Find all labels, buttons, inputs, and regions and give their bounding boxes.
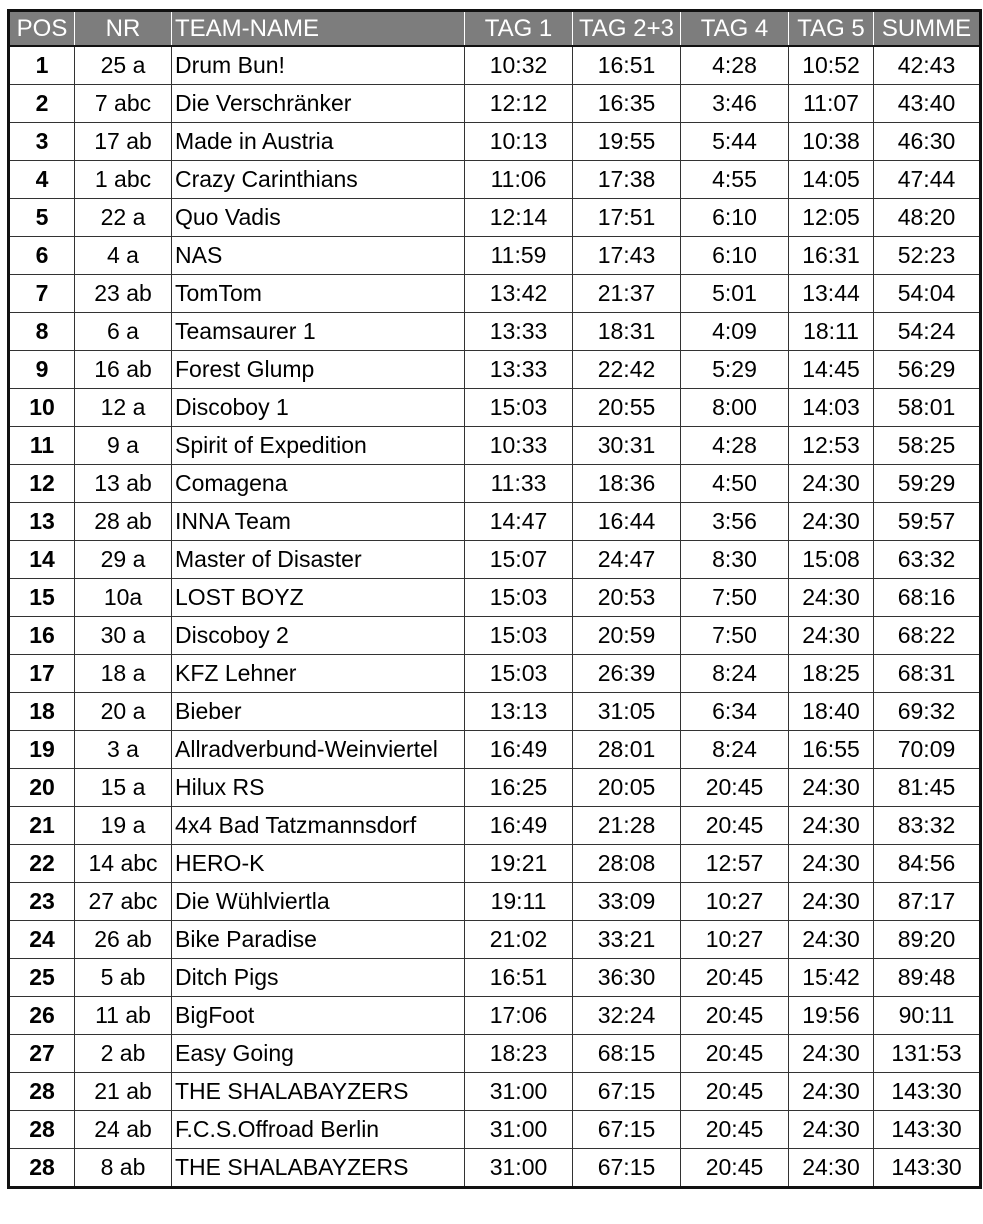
cell-pos: 9 xyxy=(9,351,75,389)
cell-team-name: Made in Austria xyxy=(172,123,465,161)
table-row xyxy=(9,85,981,123)
cell-pos: 7 xyxy=(9,275,75,313)
cell-tag-4: 5:29 xyxy=(681,351,789,389)
cell-tag-5: 24:30 xyxy=(789,617,874,655)
cell-summe: 68:16 xyxy=(874,579,981,617)
cell-pos: 3 xyxy=(9,123,75,161)
cell-tag-1: 12:12 xyxy=(465,85,573,123)
cell-tag-2-3: 18:31 xyxy=(573,313,681,351)
cell-tag-1: 16:25 xyxy=(465,769,573,807)
table-row xyxy=(9,1073,981,1111)
cell-tag-1: 13:33 xyxy=(465,351,573,389)
cell-pos: 18 xyxy=(9,693,75,731)
cell-summe: 131:53 xyxy=(874,1035,981,1073)
cell-tag-5: 12:53 xyxy=(789,427,874,465)
cell-tag-1: 11:06 xyxy=(465,161,573,199)
cell-tag-5: 15:42 xyxy=(789,959,874,997)
cell-tag-1: 11:59 xyxy=(465,237,573,275)
cell-tag-4: 20:45 xyxy=(681,997,789,1035)
cell-tag-2-3: 26:39 xyxy=(573,655,681,693)
cell-nr: 16 ab xyxy=(75,351,172,389)
cell-pos: 28 xyxy=(9,1149,75,1188)
cell-summe: 59:29 xyxy=(874,465,981,503)
cell-nr: 10a xyxy=(75,579,172,617)
cell-tag-5: 15:08 xyxy=(789,541,874,579)
cell-tag-4: 6:34 xyxy=(681,693,789,731)
cell-tag-2-3: 20:59 xyxy=(573,617,681,655)
cell-summe: 68:22 xyxy=(874,617,981,655)
cell-tag-1: 11:33 xyxy=(465,465,573,503)
cell-pos: 15 xyxy=(9,579,75,617)
cell-pos: 17 xyxy=(9,655,75,693)
cell-tag-5: 14:05 xyxy=(789,161,874,199)
table-row xyxy=(9,921,981,959)
cell-team-name: THE SHALABAYZERS xyxy=(172,1149,465,1188)
cell-tag-2-3: 22:42 xyxy=(573,351,681,389)
cell-pos: 27 xyxy=(9,1035,75,1073)
cell-team-name: Teamsaurer 1 xyxy=(172,313,465,351)
cell-tag-2-3: 16:35 xyxy=(573,85,681,123)
cell-tag-2-3: 67:15 xyxy=(573,1111,681,1149)
cell-team-name: Forest Glump xyxy=(172,351,465,389)
cell-summe: 89:48 xyxy=(874,959,981,997)
table-row xyxy=(9,123,981,161)
cell-pos: 6 xyxy=(9,237,75,275)
cell-pos: 4 xyxy=(9,161,75,199)
cell-tag-4: 10:27 xyxy=(681,883,789,921)
cell-nr: 4 a xyxy=(75,237,172,275)
cell-tag-1: 31:00 xyxy=(465,1073,573,1111)
cell-pos: 14 xyxy=(9,541,75,579)
cell-nr: 15 a xyxy=(75,769,172,807)
cell-nr: 13 ab xyxy=(75,465,172,503)
cell-pos: 19 xyxy=(9,731,75,769)
cell-summe: 143:30 xyxy=(874,1111,981,1149)
cell-team-name: Crazy Carinthians xyxy=(172,161,465,199)
cell-tag-4: 4:55 xyxy=(681,161,789,199)
table-row xyxy=(9,351,981,389)
cell-tag-5: 14:03 xyxy=(789,389,874,427)
cell-tag-2-3: 33:09 xyxy=(573,883,681,921)
cell-summe: 68:31 xyxy=(874,655,981,693)
header-tag-1: TAG 1 xyxy=(465,11,573,47)
cell-nr: 24 ab xyxy=(75,1111,172,1149)
cell-summe: 58:01 xyxy=(874,389,981,427)
table-row xyxy=(9,883,981,921)
cell-summe: 58:25 xyxy=(874,427,981,465)
cell-pos: 23 xyxy=(9,883,75,921)
cell-tag-4: 4:50 xyxy=(681,465,789,503)
cell-summe: 46:30 xyxy=(874,123,981,161)
cell-tag-4: 20:45 xyxy=(681,1035,789,1073)
cell-tag-4: 20:45 xyxy=(681,959,789,997)
table-row xyxy=(9,579,981,617)
cell-tag-1: 10:32 xyxy=(465,46,573,85)
table-row xyxy=(9,655,981,693)
cell-team-name: HERO-K xyxy=(172,845,465,883)
header-pos: POS xyxy=(9,11,75,47)
cell-tag-1: 14:47 xyxy=(465,503,573,541)
cell-team-name: Discoboy 2 xyxy=(172,617,465,655)
cell-summe: 90:11 xyxy=(874,997,981,1035)
cell-tag-5: 16:55 xyxy=(789,731,874,769)
table-row xyxy=(9,389,981,427)
cell-team-name: Quo Vadis xyxy=(172,199,465,237)
cell-pos: 28 xyxy=(9,1073,75,1111)
cell-tag-4: 3:46 xyxy=(681,85,789,123)
cell-tag-1: 13:42 xyxy=(465,275,573,313)
cell-summe: 56:29 xyxy=(874,351,981,389)
cell-tag-4: 6:10 xyxy=(681,237,789,275)
cell-tag-1: 19:11 xyxy=(465,883,573,921)
cell-tag-2-3: 19:55 xyxy=(573,123,681,161)
cell-tag-4: 7:50 xyxy=(681,617,789,655)
cell-tag-4: 5:44 xyxy=(681,123,789,161)
cell-tag-2-3: 21:37 xyxy=(573,275,681,313)
cell-tag-5: 24:30 xyxy=(789,1149,874,1188)
cell-team-name: F.C.S.Offroad Berlin xyxy=(172,1111,465,1149)
cell-tag-5: 24:30 xyxy=(789,1073,874,1111)
cell-team-name: THE SHALABAYZERS xyxy=(172,1073,465,1111)
cell-pos: 5 xyxy=(9,199,75,237)
cell-nr: 8 ab xyxy=(75,1149,172,1188)
table-row xyxy=(9,617,981,655)
cell-tag-5: 18:25 xyxy=(789,655,874,693)
cell-nr: 19 a xyxy=(75,807,172,845)
header-tag-2-3: TAG 2+3 xyxy=(573,11,681,47)
cell-summe: 54:24 xyxy=(874,313,981,351)
cell-nr: 26 ab xyxy=(75,921,172,959)
cell-pos: 20 xyxy=(9,769,75,807)
table-row xyxy=(9,465,981,503)
table-row xyxy=(9,275,981,313)
cell-tag-5: 14:45 xyxy=(789,351,874,389)
results-table-container xyxy=(7,9,982,1189)
cell-tag-2-3: 16:51 xyxy=(573,46,681,85)
cell-pos: 28 xyxy=(9,1111,75,1149)
table-row xyxy=(9,769,981,807)
cell-summe: 70:09 xyxy=(874,731,981,769)
cell-tag-5: 10:38 xyxy=(789,123,874,161)
cell-team-name: Die Wühlviertla xyxy=(172,883,465,921)
cell-tag-1: 13:13 xyxy=(465,693,573,731)
cell-team-name: 4x4 Bad Tatzmannsdorf xyxy=(172,807,465,845)
cell-tag-2-3: 17:51 xyxy=(573,199,681,237)
cell-tag-5: 24:30 xyxy=(789,921,874,959)
cell-tag-2-3: 20:05 xyxy=(573,769,681,807)
cell-tag-1: 10:33 xyxy=(465,427,573,465)
cell-tag-4: 8:00 xyxy=(681,389,789,427)
cell-tag-1: 31:00 xyxy=(465,1111,573,1149)
cell-nr: 2 ab xyxy=(75,1035,172,1073)
cell-tag-4: 3:56 xyxy=(681,503,789,541)
cell-tag-2-3: 17:38 xyxy=(573,161,681,199)
cell-tag-2-3: 67:15 xyxy=(573,1073,681,1111)
header-tag-4: TAG 4 xyxy=(681,11,789,47)
cell-tag-5: 24:30 xyxy=(789,1111,874,1149)
cell-tag-5: 24:30 xyxy=(789,1035,874,1073)
cell-nr: 11 ab xyxy=(75,997,172,1035)
cell-tag-1: 12:14 xyxy=(465,199,573,237)
cell-tag-5: 18:40 xyxy=(789,693,874,731)
cell-pos: 8 xyxy=(9,313,75,351)
table-row xyxy=(9,845,981,883)
cell-tag-4: 12:57 xyxy=(681,845,789,883)
cell-tag-4: 20:45 xyxy=(681,1073,789,1111)
cell-nr: 5 ab xyxy=(75,959,172,997)
cell-tag-5: 19:56 xyxy=(789,997,874,1035)
cell-summe: 143:30 xyxy=(874,1073,981,1111)
cell-team-name: Easy Going xyxy=(172,1035,465,1073)
cell-tag-1: 15:03 xyxy=(465,579,573,617)
cell-pos: 22 xyxy=(9,845,75,883)
cell-nr: 21 ab xyxy=(75,1073,172,1111)
cell-tag-2-3: 30:31 xyxy=(573,427,681,465)
cell-nr: 28 ab xyxy=(75,503,172,541)
cell-nr: 9 a xyxy=(75,427,172,465)
cell-pos: 12 xyxy=(9,465,75,503)
cell-nr: 3 a xyxy=(75,731,172,769)
cell-tag-4: 8:24 xyxy=(681,655,789,693)
cell-team-name: Master of Disaster xyxy=(172,541,465,579)
table-row xyxy=(9,427,981,465)
cell-nr: 20 a xyxy=(75,693,172,731)
header-team-name: TEAM-NAME xyxy=(172,11,465,47)
cell-team-name: LOST BOYZ xyxy=(172,579,465,617)
table-row xyxy=(9,503,981,541)
cell-nr: 29 a xyxy=(75,541,172,579)
cell-summe: 54:04 xyxy=(874,275,981,313)
cell-tag-1: 16:49 xyxy=(465,807,573,845)
cell-pos: 2 xyxy=(9,85,75,123)
cell-tag-5: 13:44 xyxy=(789,275,874,313)
header-nr: NR xyxy=(75,11,172,47)
cell-tag-5: 24:30 xyxy=(789,769,874,807)
cell-tag-1: 13:33 xyxy=(465,313,573,351)
cell-tag-5: 10:52 xyxy=(789,46,874,85)
cell-team-name: Drum Bun! xyxy=(172,46,465,85)
cell-summe: 59:57 xyxy=(874,503,981,541)
cell-pos: 24 xyxy=(9,921,75,959)
cell-summe: 52:23 xyxy=(874,237,981,275)
cell-tag-2-3: 18:36 xyxy=(573,465,681,503)
cell-summe: 48:20 xyxy=(874,199,981,237)
header-row xyxy=(9,11,981,47)
cell-nr: 6 a xyxy=(75,313,172,351)
cell-team-name: Bieber xyxy=(172,693,465,731)
cell-tag-2-3: 36:30 xyxy=(573,959,681,997)
cell-tag-5: 24:30 xyxy=(789,883,874,921)
cell-team-name: Bike Paradise xyxy=(172,921,465,959)
cell-tag-5: 24:30 xyxy=(789,503,874,541)
cell-summe: 143:30 xyxy=(874,1149,981,1188)
cell-summe: 43:40 xyxy=(874,85,981,123)
cell-team-name: KFZ Lehner xyxy=(172,655,465,693)
cell-tag-2-3: 24:47 xyxy=(573,541,681,579)
cell-pos: 1 xyxy=(9,46,75,85)
cell-tag-4: 20:45 xyxy=(681,807,789,845)
cell-tag-4: 8:24 xyxy=(681,731,789,769)
cell-tag-1: 15:07 xyxy=(465,541,573,579)
cell-tag-4: 20:45 xyxy=(681,769,789,807)
cell-tag-5: 24:30 xyxy=(789,845,874,883)
cell-tag-5: 18:11 xyxy=(789,313,874,351)
cell-tag-1: 16:49 xyxy=(465,731,573,769)
cell-tag-4: 5:01 xyxy=(681,275,789,313)
cell-nr: 7 abc xyxy=(75,85,172,123)
header-summe: SUMME xyxy=(874,11,981,47)
table-row xyxy=(9,693,981,731)
cell-tag-4: 4:09 xyxy=(681,313,789,351)
cell-tag-2-3: 20:55 xyxy=(573,389,681,427)
cell-summe: 87:17 xyxy=(874,883,981,921)
cell-summe: 63:32 xyxy=(874,541,981,579)
cell-team-name: NAS xyxy=(172,237,465,275)
cell-pos: 13 xyxy=(9,503,75,541)
cell-summe: 42:43 xyxy=(874,46,981,85)
results-table xyxy=(7,9,982,1189)
cell-tag-2-3: 32:24 xyxy=(573,997,681,1035)
cell-team-name: Discoboy 1 xyxy=(172,389,465,427)
cell-tag-1: 15:03 xyxy=(465,617,573,655)
cell-tag-4: 20:45 xyxy=(681,1111,789,1149)
cell-pos: 21 xyxy=(9,807,75,845)
table-row xyxy=(9,1035,981,1073)
cell-tag-4: 20:45 xyxy=(681,1149,789,1188)
cell-nr: 30 a xyxy=(75,617,172,655)
cell-tag-2-3: 16:44 xyxy=(573,503,681,541)
cell-tag-2-3: 28:01 xyxy=(573,731,681,769)
cell-team-name: TomTom xyxy=(172,275,465,313)
cell-summe: 47:44 xyxy=(874,161,981,199)
cell-summe: 81:45 xyxy=(874,769,981,807)
table-row xyxy=(9,731,981,769)
cell-tag-5: 24:30 xyxy=(789,465,874,503)
table-row xyxy=(9,541,981,579)
cell-team-name: Comagena xyxy=(172,465,465,503)
cell-nr: 1 abc xyxy=(75,161,172,199)
cell-tag-1: 15:03 xyxy=(465,655,573,693)
header-tag-5: TAG 5 xyxy=(789,11,874,47)
cell-nr: 22 a xyxy=(75,199,172,237)
table-row xyxy=(9,1111,981,1149)
cell-team-name: Allradverbund-Weinviertel xyxy=(172,731,465,769)
cell-nr: 17 ab xyxy=(75,123,172,161)
cell-tag-4: 6:10 xyxy=(681,199,789,237)
cell-pos: 10 xyxy=(9,389,75,427)
cell-tag-2-3: 68:15 xyxy=(573,1035,681,1073)
cell-nr: 27 abc xyxy=(75,883,172,921)
cell-pos: 26 xyxy=(9,997,75,1035)
table-row xyxy=(9,161,981,199)
cell-tag-4: 4:28 xyxy=(681,46,789,85)
table-row xyxy=(9,313,981,351)
cell-tag-1: 31:00 xyxy=(465,1149,573,1188)
cell-team-name: Spirit of Expedition xyxy=(172,427,465,465)
table-row xyxy=(9,199,981,237)
table-row xyxy=(9,959,981,997)
cell-tag-2-3: 21:28 xyxy=(573,807,681,845)
cell-tag-1: 16:51 xyxy=(465,959,573,997)
cell-tag-5: 24:30 xyxy=(789,579,874,617)
cell-tag-5: 24:30 xyxy=(789,807,874,845)
cell-tag-5: 12:05 xyxy=(789,199,874,237)
cell-tag-5: 16:31 xyxy=(789,237,874,275)
cell-nr: 18 a xyxy=(75,655,172,693)
cell-tag-4: 7:50 xyxy=(681,579,789,617)
cell-tag-2-3: 20:53 xyxy=(573,579,681,617)
cell-tag-1: 10:13 xyxy=(465,123,573,161)
cell-tag-1: 19:21 xyxy=(465,845,573,883)
cell-tag-2-3: 67:15 xyxy=(573,1149,681,1188)
cell-team-name: Hilux RS xyxy=(172,769,465,807)
table-row xyxy=(9,997,981,1035)
cell-nr: 23 ab xyxy=(75,275,172,313)
cell-summe: 89:20 xyxy=(874,921,981,959)
results-body xyxy=(9,46,981,1188)
cell-team-name: INNA Team xyxy=(172,503,465,541)
cell-tag-2-3: 33:21 xyxy=(573,921,681,959)
table-row xyxy=(9,807,981,845)
cell-team-name: Die Verschränker xyxy=(172,85,465,123)
cell-pos: 16 xyxy=(9,617,75,655)
cell-tag-4: 4:28 xyxy=(681,427,789,465)
cell-tag-1: 15:03 xyxy=(465,389,573,427)
cell-team-name: Ditch Pigs xyxy=(172,959,465,997)
cell-pos: 11 xyxy=(9,427,75,465)
cell-summe: 69:32 xyxy=(874,693,981,731)
cell-summe: 84:56 xyxy=(874,845,981,883)
cell-pos: 25 xyxy=(9,959,75,997)
table-row xyxy=(9,1149,981,1188)
table-row xyxy=(9,237,981,275)
cell-tag-1: 17:06 xyxy=(465,997,573,1035)
cell-tag-4: 10:27 xyxy=(681,921,789,959)
cell-tag-5: 11:07 xyxy=(789,85,874,123)
cell-team-name: BigFoot xyxy=(172,997,465,1035)
cell-nr: 12 a xyxy=(75,389,172,427)
cell-tag-2-3: 31:05 xyxy=(573,693,681,731)
cell-nr: 14 abc xyxy=(75,845,172,883)
cell-summe: 83:32 xyxy=(874,807,981,845)
table-row xyxy=(9,46,981,85)
cell-tag-1: 18:23 xyxy=(465,1035,573,1073)
cell-tag-2-3: 17:43 xyxy=(573,237,681,275)
cell-nr: 25 a xyxy=(75,46,172,85)
cell-tag-2-3: 28:08 xyxy=(573,845,681,883)
cell-tag-1: 21:02 xyxy=(465,921,573,959)
cell-tag-4: 8:30 xyxy=(681,541,789,579)
